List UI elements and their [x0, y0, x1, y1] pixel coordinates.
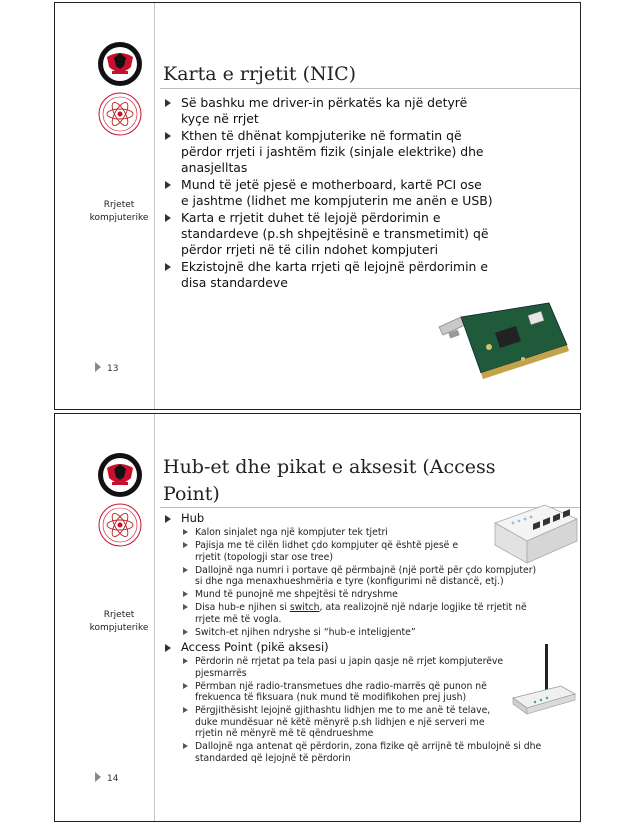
bullet-triangle-icon — [165, 181, 171, 189]
sub-bullet-icon — [183, 604, 188, 610]
sidebar-label-line2: kompjuterike — [89, 213, 149, 223]
sub-bullet-text: Kalon sinjalet nga një kompjuter tek tjetri — [195, 527, 388, 538]
sub-bullet-icon — [183, 658, 188, 664]
list-item — [181, 565, 540, 588]
sub-bullet-icon — [183, 629, 188, 635]
sub-bullet-icon — [183, 567, 188, 573]
bullet-list — [163, 511, 543, 766]
slide-14 — [54, 413, 581, 822]
sub-bullet-text: Përgjithësisht lejojnë gjithashtu lidhjen me to me anë të telave, duke mundësuar në këtë mënyrë p.sh lidhjen e një serveri me rrjetin në mënyrë më të qëndrueshme — [195, 705, 491, 739]
sub-bullet-text: , ata realizojnë një ndarje logjike të rrjetit në rrjete më të vogla. — [195, 602, 527, 625]
slide-sidebar — [55, 3, 153, 409]
hub-sublist — [181, 527, 537, 638]
access-point-device-image — [511, 640, 577, 720]
bullet-triangle-icon — [165, 644, 171, 652]
list-item — [181, 705, 511, 740]
title-line1: Hub-et dhe pikat e aksesit (Access — [163, 456, 496, 478]
bullet-triangle-icon — [165, 515, 171, 523]
page-number-text: 14 — [107, 774, 119, 784]
page-number-text: 13 — [107, 364, 119, 374]
university-logo-icon — [97, 452, 143, 498]
bullet-text: Së bashku me driver-in përkatës ka një detyrë kyçe në rrjet — [181, 95, 468, 126]
bullet-triangle-icon — [165, 214, 171, 222]
hub-device-image — [491, 501, 581, 567]
title-line2: Point) — [163, 483, 220, 505]
sub-bullet-text: Switch-et njihen ndryshe si “hub-e inteligjente” — [195, 626, 416, 638]
list-item — [163, 210, 493, 258]
list-item — [163, 177, 493, 209]
sub-bullet-text: Përmban një radio-transmetues dhe radio-marrës që punon në frekuenca të fiksuara (nuk mund të modifikohen prej jush) — [195, 680, 487, 703]
slide-title — [163, 454, 496, 508]
list-item — [181, 656, 511, 679]
sidebar-course-label — [85, 609, 153, 635]
list-item-access-point — [163, 640, 543, 764]
page-triangle-icon — [95, 362, 101, 372]
list-item — [181, 741, 555, 764]
list-item — [163, 128, 493, 176]
bullet-triangle-icon — [165, 263, 171, 271]
sub-bullet-text: Dallojnë nga antenat që përdorin, zona fizike që arrijnë të mbulojnë si dhe standarded që lejojnë të përdorin — [195, 741, 542, 764]
hub-heading: Hub — [181, 511, 205, 525]
list-item — [181, 681, 511, 704]
list-item — [163, 95, 493, 127]
sidebar-divider — [154, 3, 155, 409]
list-item — [181, 627, 471, 639]
slide-13 — [54, 2, 581, 410]
switch-link[interactable]: switch — [289, 602, 320, 613]
sub-bullet-icon — [183, 743, 188, 749]
sub-bullet-icon — [183, 542, 188, 548]
university-logo-icon — [97, 41, 143, 87]
sub-bullet-text: Mund të punojnë me shpejtësi të ndryshme — [195, 589, 398, 600]
page-triangle-icon — [95, 772, 101, 782]
sub-bullet-icon — [183, 529, 188, 535]
sub-bullet-text: Disa hub-e njihen si — [195, 602, 290, 613]
access-point-sublist — [181, 656, 542, 764]
bullet-text: Karta e rrjetit duhet të lejojë përdorimin e standardeve (p.sh shpejtësinë e transmetimit) që përdor rrjeti në të cilin ndohet kompjuteri — [181, 210, 489, 257]
sidebar-divider — [154, 414, 155, 821]
network-card-image — [431, 299, 571, 389]
sidebar-label-line1: Rrjetet — [103, 610, 135, 620]
sub-bullet-icon — [183, 683, 188, 689]
list-item — [181, 589, 471, 601]
bullet-text: Ekzistojnë dhe karta rrjeti që lejojnë përdorimin e disa standardeve — [181, 259, 488, 290]
bullet-list — [163, 95, 493, 292]
list-item-hub — [163, 511, 543, 638]
atom-seal-icon — [98, 503, 142, 547]
slide-title: Karta e rrjetit (NIC) — [163, 63, 357, 85]
bullet-triangle-icon — [165, 99, 171, 107]
bullet-triangle-icon — [165, 132, 171, 140]
sub-bullet-icon — [183, 591, 188, 597]
list-item — [181, 527, 471, 539]
sidebar-label-line2: kompjuterike — [89, 623, 149, 633]
atom-seal-icon — [98, 92, 142, 136]
bullet-text: Kthen të dhënat kompjuterike në formatin që përdor rrjeti i jashtëm fizik (sinjale elektrike) dhe anasjelltas — [181, 128, 484, 175]
sidebar-course-label — [85, 199, 153, 225]
list-item — [163, 259, 493, 291]
access-point-heading: Access Point (pikë aksesi) — [181, 640, 329, 654]
sub-bullet-text: Dallojnë nga numri i portave që përmbajnë (një portë për çdo kompjuter) si dhe nga menaxhueshmëria e tyre (konfigurimi në distancë, etj.) — [195, 564, 537, 587]
page-number — [95, 772, 118, 784]
sidebar-label-line1: Rrjetet — [103, 200, 135, 210]
sub-bullet-text: Pajisja me të cilën lidhet çdo kompjuter që është pjesë e rrjetit (topologji star ose tree) — [195, 540, 459, 563]
list-item — [181, 602, 550, 625]
page-number — [95, 362, 118, 374]
list-item — [181, 540, 471, 563]
sub-bullet-text: Përdorin në rrjetat pa tela pasi u japin qasje në rrjet kompjuterëve pjesmarrës — [195, 656, 504, 679]
sub-bullet-icon — [183, 707, 188, 713]
title-divider — [160, 88, 580, 89]
bullet-text: Mund të jetë pjesë e motherboard, kartë PCI ose e jashtme (lidhet me kompjuterin me anën e USB) — [181, 177, 493, 208]
slide-sidebar — [55, 414, 153, 821]
